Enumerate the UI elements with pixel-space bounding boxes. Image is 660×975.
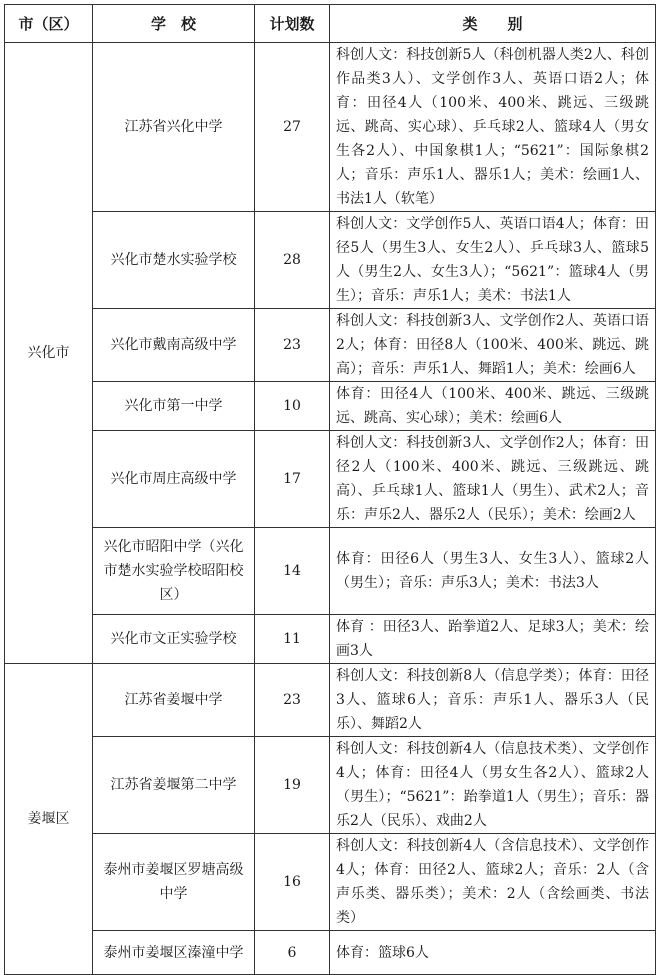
school-cell: 江苏省姜堰中学: [93, 664, 255, 737]
school-cell: 兴化市周庄高级中学: [93, 431, 255, 528]
school-cell: 兴化市楚水实验学校: [93, 212, 255, 309]
plan-cell: 23: [255, 664, 330, 737]
table-row: [5, 43, 656, 212]
school-cell: 泰州市姜堰区溱潼中学: [93, 931, 255, 975]
school-cell: 泰州市姜堰区罗塘高级中学: [93, 834, 255, 931]
table-row: [5, 737, 656, 834]
plan-cell: 6: [255, 931, 330, 975]
school-cell: 兴化市第一中学: [93, 382, 255, 431]
category-cell: 体育：田径6人（男生3人、女生3人）、篮球2人（男生）；音乐：声乐3人；美术：书法3人: [330, 528, 656, 615]
plan-cell: 14: [255, 528, 330, 615]
header-plan: 计划数: [255, 5, 330, 43]
table-row: [5, 615, 656, 664]
table-row: [5, 212, 656, 309]
plan-cell: 10: [255, 382, 330, 431]
category-cell: 科创人文：科技创新3人、文学创作2人、英语口语2人；体育：田径8人（100米、400米、跳远、跳高）；音乐：声乐1人、舞蹈1人；美术：绘画6人: [330, 309, 656, 382]
category-cell: 体育 ：田径3人、跆拳道2人、足球3人；美术：绘画3人: [330, 615, 656, 664]
category-cell: 科创人文：文学创作5人、英语口语4人；体育：田径5人（男生3人、女生2人）、乒乓球3人、篮球5人（男生2人、女生3人）；“5621”：篮球4人（男生）；音乐：声乐1人；美术：书法1人: [330, 212, 656, 309]
table-row: [5, 528, 656, 615]
header-city: 市（区）: [5, 5, 93, 43]
table-row: [5, 834, 656, 931]
plan-cell: 19: [255, 737, 330, 834]
plan-cell: 16: [255, 834, 330, 931]
category-cell: 科创人文：科技创新4人（含信息技术）、文学创作4人；体育：田径2人、篮球2人；音乐：2人（含声乐类、器乐类）；美术：2人（含绘画类、书法类）: [330, 834, 656, 931]
school-cell: 江苏省姜堰第二中学: [93, 737, 255, 834]
city-cell: 姜堰区: [5, 664, 93, 975]
plan-cell: 27: [255, 43, 330, 212]
header-school: 学 校: [93, 5, 255, 43]
header-category: 类 别: [330, 5, 656, 43]
table-row: [5, 309, 656, 382]
enrollment-table: [4, 4, 656, 975]
plan-cell: 23: [255, 309, 330, 382]
table-row: [5, 431, 656, 528]
plan-cell: 17: [255, 431, 330, 528]
table-row: [5, 664, 656, 737]
city-cell: 兴化市: [5, 43, 93, 664]
category-cell: 体育：田径4人（100米、400米、跳远、三级跳远、跳高、实心球）；美术：绘画6人: [330, 382, 656, 431]
category-cell: 科创人文：科技创新4人（信息技术类）、文学创作4人；体育：田径4人（男女生各2人）、篮球2人（男生）；“5621”：跆拳道1人（男生）；音乐：器乐2人（民乐）、戏曲2人: [330, 737, 656, 834]
plan-cell: 28: [255, 212, 330, 309]
school-cell: 兴化市戴南高级中学: [93, 309, 255, 382]
table-row: [5, 931, 656, 975]
category-cell: 科创人文：科技创新3人、文学创作2人；体育：田径2人（100米、400米、跳远、三级跳远、跳高）、乒乓球1人、篮球1人（男生）、武术2人；音乐：声乐2人、器乐2人（民乐）；美术：绘画2人: [330, 431, 656, 528]
category-cell: 体育：篮球6人: [330, 931, 656, 975]
school-cell: 江苏省兴化中学: [93, 43, 255, 212]
header-row: [5, 5, 656, 43]
school-cell: 兴化市昭阳中学（兴化市楚水实验学校昭阳校区）: [93, 528, 255, 615]
school-cell: 兴化市文正实验学校: [93, 615, 255, 664]
category-cell: 科创人文：科技创新5人（科创机器人类2人、科创作品类3人）、文学创作3人、英语口语2人；体育：田径4人（100米、400米、跳远、三级跳远、跳高、实心球）、乒乓球2人、篮球4人（男女生各2人）、中国象棋1人；“5621”：国际象棋2人；音乐：声乐1人、器乐1人；美术：绘画1人、书法1人（软笔）: [330, 43, 656, 212]
table-row: [5, 382, 656, 431]
category-cell: 科创人文：科技创新8人（信息学类）；体育：田径3人、篮球6人；音乐：声乐1人、器乐3人（民乐）、舞蹈2人: [330, 664, 656, 737]
plan-cell: 11: [255, 615, 330, 664]
